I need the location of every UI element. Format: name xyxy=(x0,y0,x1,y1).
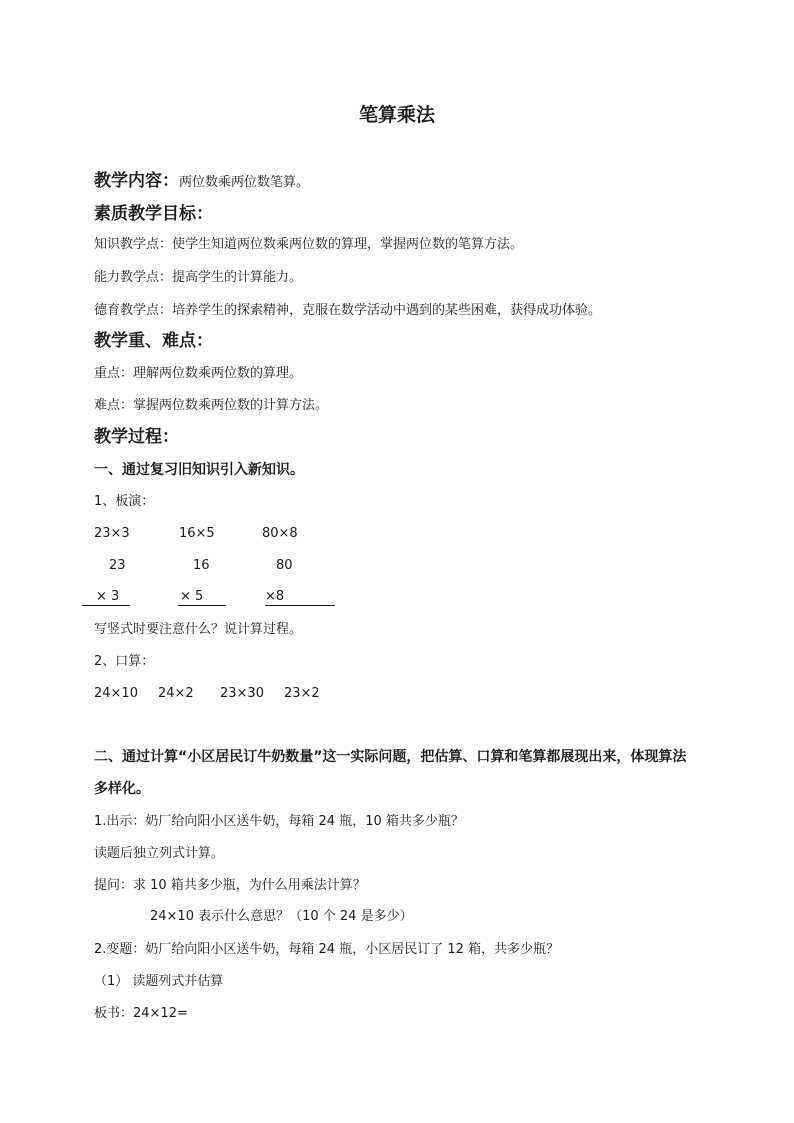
key-point-difficulty: 难点：掌握两位数乘两位数的计算方法。 xyxy=(94,398,329,413)
part1-heading: 一、通过复习旧知识引入新知识。 xyxy=(94,462,304,478)
page-title: 笔算乘法 xyxy=(358,104,435,126)
vertical-bottom-sign xyxy=(265,588,335,606)
vertical-note: 写竖式时要注意什么？说计算过程。 xyxy=(94,622,303,637)
teaching-content-label: 教学内容： xyxy=(94,171,179,191)
vertical-top: 16 xyxy=(193,558,210,573)
goals-heading: 素质教学目标： xyxy=(94,204,213,224)
oral-item: 23×30 xyxy=(220,686,264,701)
expression: 16×5 xyxy=(179,526,215,541)
goal-moral: 德育教学点：培养学生的探索精神，克服在数学活动中遇到的某些困难，获得成功体验。 xyxy=(94,303,602,318)
oral-item: 23×2 xyxy=(284,686,320,701)
vertical-bottom: × 3 xyxy=(82,589,130,606)
question-ask-sub: 24×10 表示什么意思？（10 个 24 是多少） xyxy=(150,909,413,924)
oral-item: 24×10 xyxy=(94,686,138,701)
oral-item: 24×2 xyxy=(158,686,194,701)
vertical-top: 80 xyxy=(276,558,293,573)
teaching-content-text: 两位数乘两位数笔算。 xyxy=(179,175,310,190)
goal-ability: 能力教学点：提高学生的计算能力。 xyxy=(94,270,303,285)
step-1: （1） 读题列式并估算 xyxy=(94,974,224,989)
part2-heading: 二、通过计算“小区居民订牛奶数量”这一实际问题，把估算、口算和笔算都展现出来，体现算法 xyxy=(94,749,687,765)
key-points-heading: 教学重、难点： xyxy=(94,331,213,351)
teaching-content xyxy=(94,170,309,194)
vertical-bottom: ×8 xyxy=(265,589,335,606)
expression: 23×3 xyxy=(94,526,130,541)
part2-heading-cont: 多样化。 xyxy=(94,781,150,797)
vertical-bottom: × 5 xyxy=(178,589,226,606)
process-heading: 教学过程： xyxy=(94,427,179,447)
expression: 80×8 xyxy=(262,526,298,541)
board-label: 1、板演： xyxy=(94,494,155,509)
board-writing: 板书：24×12= xyxy=(94,1006,188,1021)
goal-knowledge: 知识教学点：使学生知道两位数乘两位数的算理，掌握两位数的笔算方法。 xyxy=(94,237,524,252)
vertical-top: 23 xyxy=(109,558,126,573)
question-1: 1.出示：奶厂给向阳小区送牛奶，每箱 24 瓶，10 箱共多少瓶？ xyxy=(94,814,464,829)
oral-label: 2、口算： xyxy=(94,654,155,669)
key-point-focus: 重点：理解两位数乘两位数的算理。 xyxy=(94,366,303,381)
question-1-read: 读题后独立列式计算。 xyxy=(94,846,225,861)
question-ask: 提问：求 10 箱共多少瓶，为什么用乘法计算？ xyxy=(94,878,366,893)
question-2: 2.变题：奶厂给向阳小区送牛奶，每箱 24 瓶，小区居民订了 12 箱，共多少瓶？ xyxy=(94,942,560,957)
